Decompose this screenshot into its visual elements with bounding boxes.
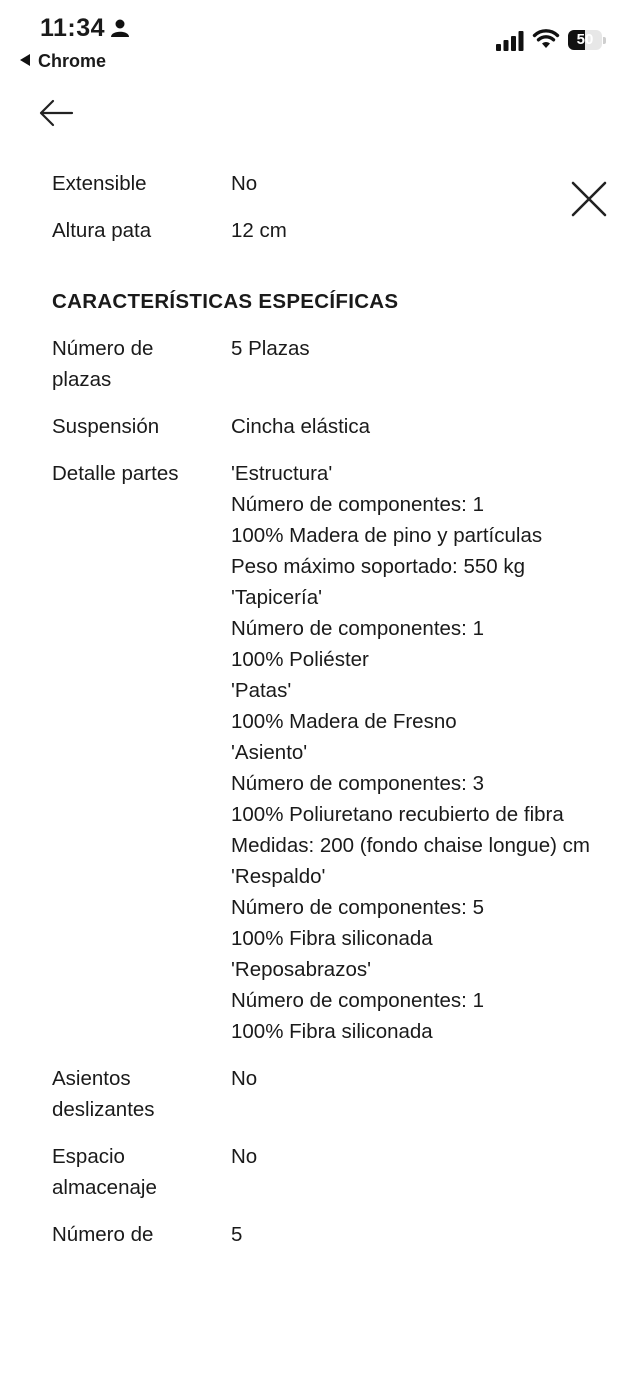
detail-line: 'Tapicería': [231, 586, 323, 609]
back-triangle-icon: [20, 54, 30, 66]
spec-label: Espacio almacenaje: [52, 1145, 157, 1199]
spec-label: Suspensión: [52, 415, 160, 438]
spec-row-extensible: [52, 168, 612, 199]
spec-label: Asientos deslizantes: [52, 1067, 155, 1121]
battery-icon: [568, 30, 608, 52]
spec-label: Altura pata: [52, 219, 152, 242]
spec-row-numero: [52, 1219, 612, 1250]
spec-row-detalle-partes: [52, 458, 612, 1047]
detail-line: 'Patas': [231, 679, 292, 702]
detail-line: 100% Poliuretano recubierto de fibra: [231, 803, 564, 826]
status-bar: [0, 0, 640, 80]
detail-line: 100% Poliéster: [231, 648, 369, 671]
detail-line: 'Reposabrazos': [231, 958, 372, 981]
detail-line: 'Estructura': [231, 462, 333, 485]
detail-line: Número de componentes: 3: [231, 772, 484, 795]
person-icon: [110, 18, 130, 38]
spec-value: No: [231, 1067, 258, 1090]
cellular-signal-icon: [496, 31, 524, 51]
battery-percent: 50: [576, 31, 594, 48]
spec-value: No: [231, 172, 258, 195]
detail-line: 'Respaldo': [231, 865, 326, 888]
detail-line: Número de componentes: 1: [231, 989, 484, 1012]
battery-nub: [603, 37, 606, 44]
back-to-app-link[interactable]: [20, 51, 106, 72]
wifi-icon: [532, 28, 560, 50]
spec-label: Detalle partes: [52, 462, 179, 485]
spec-value: Cincha elástica: [231, 415, 371, 438]
spec-value: 5: [231, 1223, 243, 1246]
detail-line: 'Asiento': [231, 741, 308, 764]
spec-row-asientos-deslizantes: [52, 1063, 612, 1125]
battery-body: [568, 30, 602, 50]
spec-row-altura-pata: [52, 215, 612, 246]
section-title: CARACTERÍSTICAS ESPECÍFICAS: [52, 290, 399, 313]
product-specs: [52, 168, 612, 1266]
status-time: 11:34: [40, 14, 106, 42]
detail-line: 100% Fibra siliconada: [231, 1020, 433, 1043]
spec-value-multiline: [231, 458, 591, 1047]
spec-row-numero-plazas: [52, 333, 612, 395]
detail-line: 100% Fibra siliconada: [231, 927, 433, 950]
spec-value: 5 Plazas: [231, 337, 310, 360]
back-app-label: Chrome: [38, 51, 107, 71]
spec-label: Extensible: [52, 172, 147, 195]
spec-label: Número de plazas: [52, 337, 154, 391]
detail-line: Número de componentes: 5: [231, 896, 484, 919]
detail-line: Medidas: 200 (fondo chaise longue) cm: [231, 834, 590, 857]
detail-line: Número de componentes: 1: [231, 493, 484, 516]
detail-line: 100% Madera de pino y partículas: [231, 524, 543, 547]
spec-value: 12 cm: [231, 219, 287, 242]
back-arrow-icon[interactable]: [36, 96, 76, 130]
detail-line: 100% Madera de Fresno: [231, 710, 457, 733]
spec-row-espacio-almacenaje: [52, 1141, 612, 1203]
spec-row-suspension: [52, 411, 612, 442]
spec-value: No: [231, 1145, 258, 1168]
detail-line: Número de componentes: 1: [231, 617, 484, 640]
spec-label: Número de: [52, 1223, 154, 1246]
detail-line: Peso máximo soportado: 550 kg: [231, 555, 525, 578]
